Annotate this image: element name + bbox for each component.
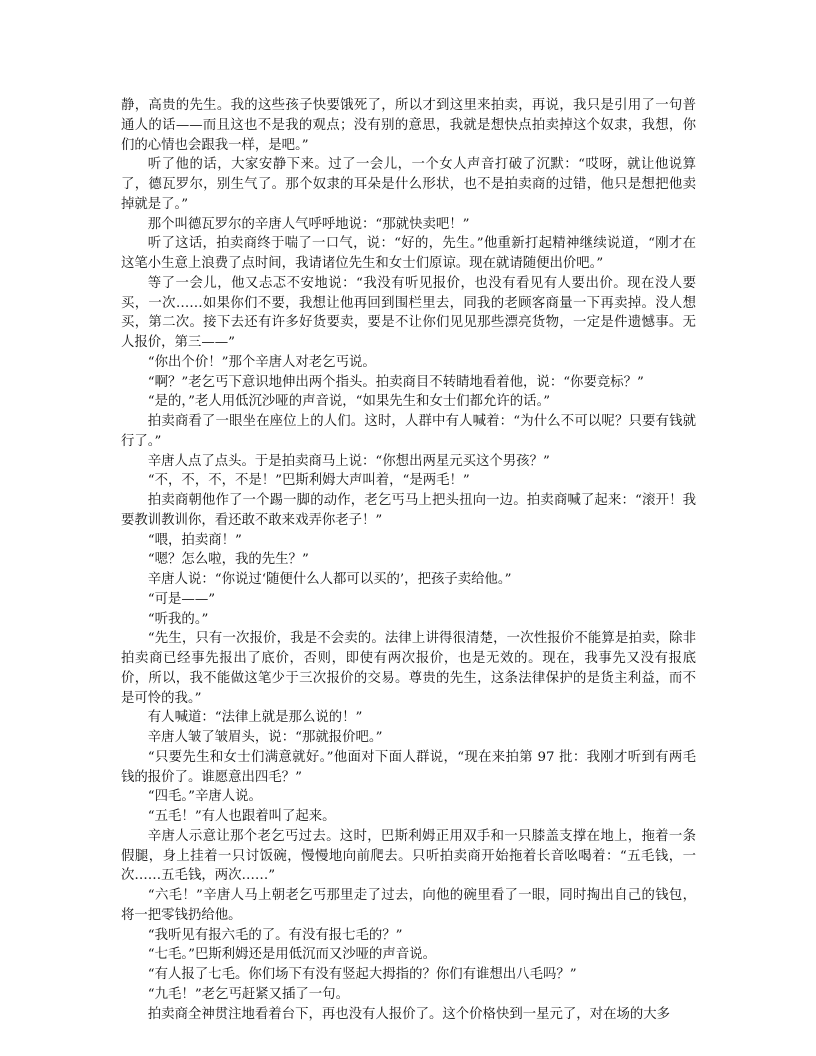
paragraph: “啊？”老乞丐下意识地伸出两个指头。拍卖商目不转睛地看着他，说：“你要竞标？”	[147, 374, 644, 390]
paragraph: “嗯？怎么啦，我的先生？”	[147, 552, 309, 568]
paragraph: 拍卖商全神贯注地看着台下，再也没有人报价了。这个价格快到一星元了，对在场的大多	[147, 1006, 671, 1022]
paragraph: “不，不，不，不是！”巴斯利姆大声叫着，“是两毛！”	[147, 473, 470, 489]
paragraph: “六毛！”辛唐人马上朝老乞丐那里走了过去，向他的碗里看了一眼，同时掏出自己的钱包，将一把零钱扔给他。	[121, 888, 696, 923]
paragraph: “你出个价！”那个辛唐人对老乞丐说。	[147, 354, 376, 370]
paragraph: 听了他的话，大家安静下来。过了一会儿，一个女人声音打破了沉默：“哎呀，就让他说算了，德瓦罗尔，别生气了。那个奴隶的耳朵是什么形状，也不是拍卖商的过错，他只是想把他卖掉就是了。”	[121, 157, 696, 212]
paragraph: “喂，拍卖商！”	[147, 532, 242, 548]
paragraph: “听我的。”	[147, 611, 209, 627]
paragraph: 等了一会儿，他又忐忑不安地说：“我没有听见报价，也没有看见有人要出价。现在没人要买，一次……如果你们不要，我想让他再回到围栏里去，同我的老顾客商量一下再卖掉。没人想买，第二次。接下去还有许多好货要卖，要是不让你们见见那些漂亮货物，一定是件遗憾事。无人报价，第三——”	[121, 275, 696, 350]
document-page	[121, 96, 696, 1024]
paragraph: “四毛。”辛唐人说。	[147, 789, 262, 805]
paragraph: 拍卖商朝他作了一个踢一脚的动作，老乞丐马上把头扭向一边。拍卖商喊了起来：“滚开！我要教训教训你，看还敢不敢来戏弄你老子！”	[121, 493, 696, 528]
paragraph: 辛唐人说：“你说过‘随便什么人都可以买的’，把孩子卖给他。”	[147, 572, 512, 587]
paragraph: “是的，”老人用低沉沙哑的声音说，“如果先生和女士们都允许的话。”	[147, 394, 551, 410]
paragraph: “可是——”	[147, 591, 216, 607]
paragraph: “七毛。”巴斯利姆还是用低沉而又沙哑的声音说。	[147, 947, 436, 963]
paragraph: “只要先生和女士们满意就好。”他面对下面人群说，“现在来拍第 97 批：我刚才听到有两毛钱的报价了。谁愿意出四毛？”	[121, 749, 696, 785]
paragraph: 那个叫德瓦罗尔的辛唐人气呼呼地说：“那就快卖吧！”	[147, 216, 470, 232]
paragraph: 听了这话，拍卖商终于喘了一口气，说：“好的，先生。”他重新打起精神继续说道，“刚才在这笔小生意上浪费了点时间，我请诸位先生和女士们原谅。现在就请随便出价吧。”	[121, 236, 696, 271]
paragraph: “有人报了七毛。你们场下有没有竖起大拇指的？你们有谁想出八毛吗？”	[147, 967, 577, 982]
paragraph: 辛唐人皱了皱眉头，说：“那就报价吧。”	[147, 730, 383, 745]
paragraph: 拍卖商看了一眼坐在座位上的人们。这时，人群中有人喊着：“为什么不可以呢？只要有钱就行了。”	[121, 414, 696, 449]
paragraph: 有人喊道：“法律上就是那么说的！”	[147, 710, 363, 726]
paragraph: 辛唐人点了点头。于是拍卖商马上说：“你想出两星元买这个男孩？”	[147, 453, 550, 469]
paragraph: “五毛！”有人也跟着叫了起来。	[147, 809, 336, 824]
paragraph: “我听见有报六毛的了。有没有报七毛的？”	[147, 927, 403, 943]
paragraph: 辛唐人示意让那个老乞丐过去。这时，巴斯利姆正用双手和一只膝盖支撑在地上，拖着一条假腿，身上挂着一只讨饭碗，慢慢地向前爬去。只听拍卖商开始拖着长音吆喝着：“五毛钱，一次……五毛钱，两次……”	[121, 828, 696, 884]
paragraph: “九毛！”老乞丐赶紧又插了一句。	[147, 986, 349, 1002]
paragraph: “先生，只有一次报价，我是不会卖的。法律上讲得很清楚，一次性报价不能算是拍卖，除非拍卖商已经事先报出了底价，否则，即使有两次报价，也是无效的。现在，我事先又没有报底价，所以，我不能做这笔少于三次报价的交易。尊贵的先生，这条法律保护的是货主利益，而不是可怜的我。”	[121, 631, 696, 706]
paragraph: 静，高贵的先生。我的这些孩子快要饿死了，所以才到这里来拍卖，再说，我只是引用了一句普通人的话——而且这也不是我的观点；没有别的意思，我就是想快点拍卖掉这个奴隶，我想，你们的心情也会跟我一样，是吧。”	[121, 98, 696, 153]
